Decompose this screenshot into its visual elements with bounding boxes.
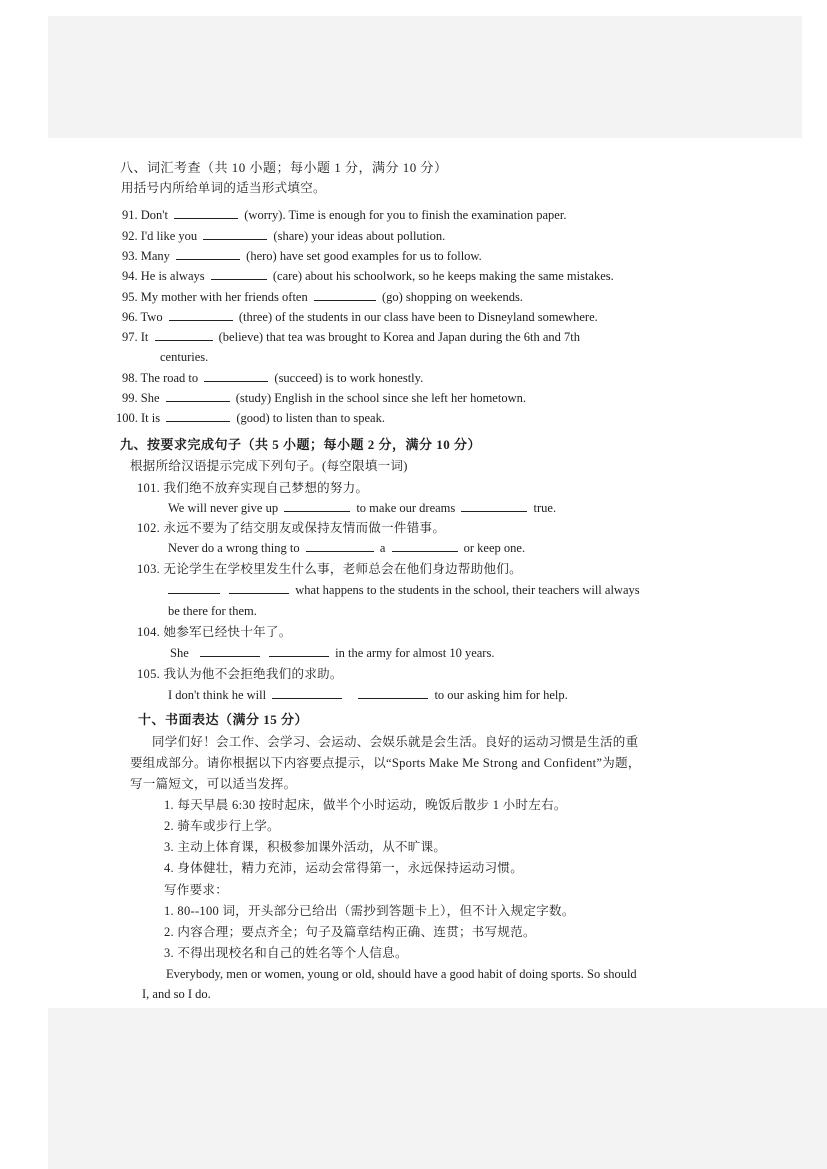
question-text: It is xyxy=(141,411,161,425)
question-number: 91. xyxy=(122,208,138,222)
question-number: 95. xyxy=(122,290,138,304)
sentence-text: Never do a wrong thing to xyxy=(168,541,300,555)
question-text: (worry). Time is enough for you to finish the examination paper. xyxy=(244,208,567,222)
question-text: (hero) have set good examples for us to follow. xyxy=(246,249,482,263)
question-number: 104. xyxy=(137,625,161,639)
section8-title: 八、词汇考查（共 10 小题；每小题 1 分，满分 10 分） xyxy=(120,160,448,175)
writing-intro-line3: 写一篇短文，可以适当发挥。 xyxy=(130,777,297,791)
answer-blank[interactable] xyxy=(166,390,230,402)
chinese-prompt: 无论学生在学校里发生什么事，老师总会在他们身边帮助他们。 xyxy=(163,562,522,576)
sentence-text: in the army for almost 10 years. xyxy=(335,646,495,660)
writing-requirement-1: 1. 80--100 词，开头部分已给出（需抄到答题卡上），但不计入规定字数。 xyxy=(164,904,575,918)
question-97-continuation: centuries. xyxy=(160,350,209,364)
answer-blank[interactable] xyxy=(284,500,350,512)
sentence-text: what happens to the students in the school, their teachers will always xyxy=(295,583,640,597)
question-93 xyxy=(122,248,482,264)
question-92 xyxy=(122,228,445,244)
question-105-chinese xyxy=(137,666,343,682)
question-text: (succeed) is to work honestly. xyxy=(274,371,424,385)
writing-intro-line2: 要组成部分。请你根据以下内容要点提示，以“Sports Make Me Strong and Confident”为题， xyxy=(130,756,641,770)
question-102-chinese xyxy=(137,520,445,536)
question-text: She xyxy=(140,391,160,405)
question-98 xyxy=(122,370,423,386)
question-number: 97. xyxy=(122,330,138,344)
sentence-text: or keep one. xyxy=(463,541,526,555)
writing-point-2: 2. 骑车或步行上学。 xyxy=(164,819,280,833)
question-text: My mother with her friends often xyxy=(140,290,308,304)
question-91 xyxy=(122,207,566,223)
question-number: 99. xyxy=(122,391,138,405)
writing-point-1: 1. 每天早晨 6:30 按时起床，做半个小时运动，晚饭后散步 1 小时左右。 xyxy=(164,798,567,812)
chinese-prompt: 永远不要为了结交朋友或保持友情而做一件错事。 xyxy=(163,521,446,535)
question-text: (three) of the students in our class have been to Disneyland somewhere. xyxy=(238,310,598,324)
question-96 xyxy=(122,309,598,325)
question-104-english xyxy=(170,645,494,661)
writing-opening-line2: I, and so I do. xyxy=(142,987,211,1001)
section8-instruction: 用括号内所给单词的适当形式填空。 xyxy=(121,181,326,195)
question-text: Two xyxy=(140,310,163,324)
question-103-continuation: be there for them. xyxy=(168,604,257,618)
question-101-english xyxy=(168,500,556,516)
question-text: It xyxy=(140,330,149,344)
question-97 xyxy=(122,329,580,345)
question-100 xyxy=(116,410,385,426)
question-text: I'd like you xyxy=(140,229,198,243)
section9-title: 九、按要求完成句子（共 5 小题；每小题 2 分，满分 10 分） xyxy=(120,437,482,452)
writing-intro-line1: 同学们好！会工作、会学习、会运动、会娱乐就是会生活。良好的运动习惯是生活的重 xyxy=(152,735,639,749)
answer-blank[interactable] xyxy=(229,582,289,594)
question-text: (study) English in the school since she left her hometown. xyxy=(235,391,526,405)
question-number: 98. xyxy=(122,371,138,385)
answer-blank[interactable] xyxy=(269,645,329,657)
question-number: 94. xyxy=(122,269,138,283)
writing-opening-line1: Everybody, men or women, young or old, should have a good habit of doing sports. So should xyxy=(166,967,637,981)
writing-requirement-2: 2. 内容合理；要点齐全；句子及篇章结构正确、连贯；书写规范。 xyxy=(164,925,536,939)
section9-instruction: 根据所给汉语提示完成下列句子。(每空限填一词) xyxy=(130,459,408,473)
question-text: Don't xyxy=(140,208,169,222)
question-104-chinese xyxy=(137,624,292,640)
question-number: 93. xyxy=(122,249,138,263)
question-text: (care) about his schoolwork, so he keeps making the same mistakes. xyxy=(272,269,614,283)
question-number: 103. xyxy=(137,562,161,576)
writing-point-4: 4. 身体健壮，精力充沛，运动会常得第一，永远保持运动习惯。 xyxy=(164,861,524,875)
question-text: (good) to listen than to speak. xyxy=(236,411,385,425)
section10-title: 十、书面表达（满分 15 分） xyxy=(138,712,309,727)
question-94 xyxy=(122,268,614,284)
question-text: Many xyxy=(140,249,170,263)
writing-requirement-3: 3. 不得出现校名和自己的姓名等个人信息。 xyxy=(164,946,408,960)
question-105-english xyxy=(168,687,568,703)
answer-blank[interactable] xyxy=(272,687,342,699)
sentence-text: a xyxy=(379,541,386,555)
question-text: (believe) that tea was brought to Korea and Japan during the 6th and 7th xyxy=(218,330,580,344)
chinese-prompt: 我认为他不会拒绝我们的求助。 xyxy=(163,667,343,681)
question-text: The road to xyxy=(140,371,199,385)
question-text: (go) shopping on weekends. xyxy=(381,290,523,304)
chinese-prompt: 我们绝不放弃实现自己梦想的努力。 xyxy=(163,481,369,495)
answer-blank[interactable] xyxy=(461,500,527,512)
answer-blank[interactable] xyxy=(169,309,233,321)
question-101-chinese xyxy=(137,480,368,496)
answer-blank[interactable] xyxy=(306,540,374,552)
answer-blank[interactable] xyxy=(314,289,376,301)
question-99 xyxy=(122,390,526,406)
writing-point-3: 3. 主动上体育课，积极参加课外活动，从不旷课。 xyxy=(164,840,447,854)
answer-blank[interactable] xyxy=(203,228,267,240)
question-95 xyxy=(122,289,523,305)
answer-blank[interactable] xyxy=(168,582,220,594)
answer-blank[interactable] xyxy=(211,268,267,280)
answer-blank[interactable] xyxy=(200,645,260,657)
sentence-text: I don't think he will xyxy=(168,688,267,702)
answer-blank[interactable] xyxy=(166,410,230,422)
question-number: 101. xyxy=(137,481,161,495)
answer-blank[interactable] xyxy=(392,540,458,552)
question-103-english xyxy=(168,582,640,598)
answer-blank[interactable] xyxy=(358,687,428,699)
writing-requirements-title: 写作要求： xyxy=(164,883,229,897)
sentence-text: We will never give up xyxy=(168,501,279,515)
sentence-text: true. xyxy=(533,501,557,515)
question-number: 92. xyxy=(122,229,138,243)
question-number: 102. xyxy=(137,521,161,535)
question-number: 96. xyxy=(122,310,138,324)
question-text: He is always xyxy=(140,269,205,283)
question-number: 100. xyxy=(116,411,138,425)
sentence-text: to make our dreams xyxy=(356,501,456,515)
question-103-chinese xyxy=(137,561,522,577)
question-number: 105. xyxy=(137,667,161,681)
sentence-text: She xyxy=(170,646,189,660)
question-102-english xyxy=(168,540,525,556)
answer-blank[interactable] xyxy=(204,370,268,382)
chinese-prompt: 她参军已经快十年了。 xyxy=(163,625,292,639)
answer-blank[interactable] xyxy=(155,329,213,341)
answer-blank[interactable] xyxy=(176,248,240,260)
sentence-text: to our asking him for help. xyxy=(434,688,568,702)
answer-blank[interactable] xyxy=(174,207,238,219)
question-text: (share) your ideas about pollution. xyxy=(273,229,446,243)
